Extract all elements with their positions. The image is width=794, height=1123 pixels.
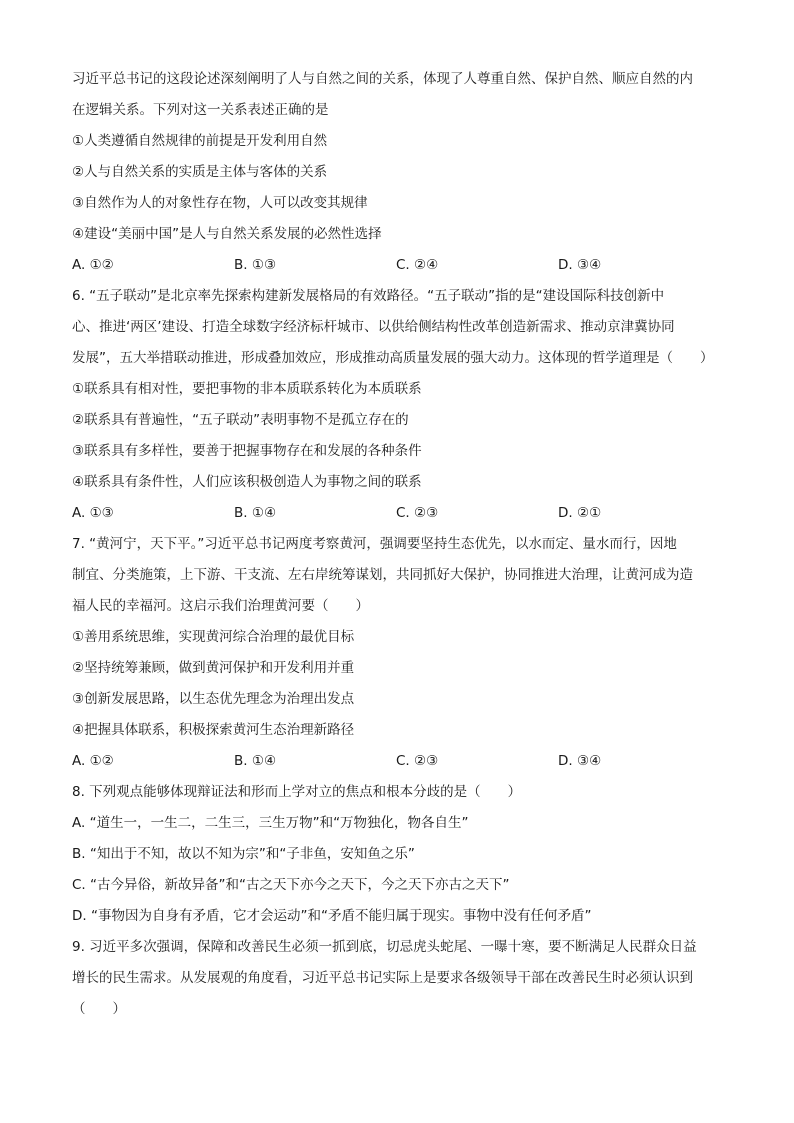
question-text: 福人民的幸福河。这启示我们治理黄河要（ ） (72, 598, 369, 614)
option-a[interactable]: A. ①② (72, 753, 114, 769)
question-8 (72, 777, 732, 932)
statement-1: ①联系具有相对性，要把事物的非本质联系转化为本质联系 (72, 381, 422, 397)
statement-2: ②坚持统筹兼顾，做到黄河保护和开发利用并重 (72, 660, 355, 676)
answer-options (72, 250, 732, 281)
question-6 (72, 281, 732, 529)
statement-2: ②人与自然关系的实质是主体与客体的关系 (72, 164, 328, 180)
option-b[interactable]: B. ①④ (234, 505, 277, 521)
option-d[interactable]: D. ②① (558, 505, 602, 521)
answer-options (72, 498, 732, 529)
question-text: 在逻辑关系。下列对这一关系表述正确的是 (72, 102, 329, 118)
option-d[interactable]: D. ③④ (558, 257, 602, 273)
statement-1: ①人类遵循自然规律的前提是开发利用自然 (72, 133, 328, 149)
answer-options (72, 746, 732, 777)
option-b[interactable]: B. ①④ (234, 753, 277, 769)
option-a[interactable]: A. ①② (72, 257, 114, 273)
option-c[interactable]: C. ②④ (396, 257, 439, 273)
question-text: 9. 习近平多次强调，保障和改善民生必须一抓到底，切忌虎头蛇尾、一曝十寒，要不断满足人民群众日益 (72, 939, 697, 955)
exam-page (72, 64, 732, 1025)
question-text: 制宜、分类施策，上下游、干支流、左右岸统筹谋划，共同抓好大保护，协同推进大治理，让黄河成为造 (72, 567, 693, 583)
choice-a[interactable]: A. “道生一，一生二，二生三，三生万物”和“万物独化，物各自生” (72, 815, 469, 831)
statement-1: ①善用系统思维，实现黄河综合治理的最优目标 (72, 629, 355, 645)
statement-4: ④建设“美丽中国”是人与自然关系发展的必然性选择 (72, 226, 382, 242)
option-d[interactable]: D. ③④ (558, 753, 602, 769)
question-text: 心、推进‘两区’建设、打造全球数字经济标杆城市、以供给侧结构性改革创造新需求、推动京津冀协同 (72, 319, 675, 335)
statement-4: ④把握具体联系，积极探索黄河生态治理新路径 (72, 722, 355, 738)
statement-3: ③自然作为人的对象性存在物，人可以改变其规律 (72, 195, 368, 211)
statement-4: ④联系具有条件性，人们应该积极创造人为事物之间的联系 (72, 474, 422, 490)
statement-3: ③联系具有多样性，要善于把握事物存在和发展的各种条件 (72, 443, 422, 459)
choice-b[interactable]: B. “知出于不知，故以不知为宗”和“子非鱼，安知鱼之乐” (72, 846, 415, 862)
question-9 (72, 932, 732, 1025)
question-text: 发展”，五大举措联动推进，形成叠加效应，形成推动高质量发展的强大动力。这体现的哲学道理是（ ） (72, 350, 714, 366)
question-5 (72, 64, 732, 281)
choice-c[interactable]: C. “古今异俗，新故异备”和“古之天下亦今之天下，今之天下亦古之天下” (72, 877, 510, 893)
question-text: 8. 下列观点能够体现辩证法和形而上学对立的焦点和根本分歧的是（ ） (72, 784, 522, 800)
statement-3: ③创新发展思路，以生态优先理念为治理出发点 (72, 691, 355, 707)
choice-d[interactable]: D. “事物因为自身有矛盾，它才会运动”和“矛盾不能归属于现实。事物中没有任何矛盾” (72, 908, 592, 924)
question-text: （ ） (72, 1001, 126, 1017)
question-text: 增长的民生需求。从发展观的角度看，习近平总书记实际上是要求各级领导干部在改善民生时必须认识到 (72, 970, 693, 986)
question-text: 7. “黄河宁，天下平。”习近平总书记两度考察黄河，强调要坚持生态优先，以水而定、量水而行，因地 (72, 536, 677, 552)
option-c[interactable]: C. ②③ (396, 505, 439, 521)
question-text: 习近平总书记的这段论述深刻阐明了人与自然之间的关系，体现了人尊重自然、保护自然、顺应自然的内 (72, 71, 693, 87)
statement-2: ②联系具有普遍性，“五子联动”表明事物不是孤立存在的 (72, 412, 409, 428)
option-b[interactable]: B. ①③ (234, 257, 277, 273)
question-7 (72, 529, 732, 777)
question-text: 6. “五子联动”是北京率先探索构建新发展格局的有效路径。“五子联动”指的是“建设国际科技创新中 (72, 288, 665, 304)
option-c[interactable]: C. ②③ (396, 753, 439, 769)
option-a[interactable]: A. ①③ (72, 505, 114, 521)
